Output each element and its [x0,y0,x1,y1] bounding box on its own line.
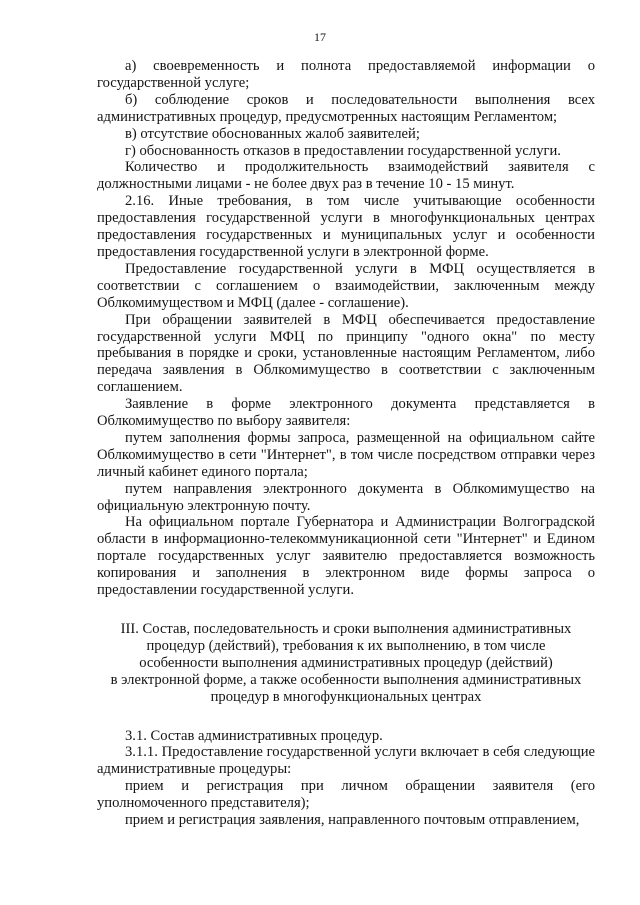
paragraph: прием и регистрация при личном обращении заявителя (его уполномоченного представителя); [97,778,595,812]
paragraph: Заявление в форме электронного документа представляется в Облкомимущество по выбору заявителя: [97,396,595,430]
section-heading-line: в электронной форме, а также особенности выполнения административных [110,671,582,688]
paragraph: При обращении заявителей в МФЦ обеспечивается предоставление государственной услуги МФЦ по принципу "одного окна" по месту пребывания в порядке и сроки, установленные настоящим Регламентом, либо передача заявления в Облкомимущество в соответствии с заключенным соглашением. [97,311,595,396]
paragraph: в) отсутствие обоснованных жалоб заявителей; [125,125,420,142]
paragraph: На официальном портале Губернатора и Администрации Волгоградской области в информационно-телекоммуникационной сети "Интернет" и Едином портале государственных услуг заявителю предоставляется возможность копирования и заполнения в электронном виде формы запроса о предоставлении государственной услуги. [97,514,595,599]
paragraph: г) обоснованность отказов в предоставлении государственной услуги. [125,142,561,159]
paragraphs-bottom [97,728,595,829]
paragraph: Количество и продолжительность взаимодействий заявителя с должностными лицами - не более двух раз в течение 10 - 15 минут. [97,159,595,193]
paragraph: 3.1. Состав административных процедур. [125,727,383,744]
document-body [97,58,595,829]
paragraph: 3.1.1. Предоставление государственной услуги включает в себя следующие административные процедуры: [97,744,595,778]
paragraphs-top [97,58,595,599]
page-number: 17 [314,30,326,44]
section-heading-line: процедур (действий), требования к их выполнению, в том числе [146,637,546,654]
paragraph: прием и регистрация заявления, направленного почтовым отправлением, [125,812,580,829]
section-heading-line: III. Состав, последовательность и сроки выполнения административных [120,621,572,637]
section-heading-line: процедур в многофункциональных центрах [210,688,482,705]
paragraph: Предоставление государственной услуги в МФЦ осуществляется в соответствии с соглашением о взаимодействии, заключенным между Облкомимуществом и МФЦ (далее - соглашение). [97,260,595,311]
paragraph: путем заполнения формы запроса, размещенной на официальном сайте Облкомимущество в сети "Интернет", в том числе посредством отправки через личный кабинет единого портала; [97,429,595,480]
paragraph: 2.16. Иные требования, в том числе учитывающие особенности предоставления государственной услуги в многофункциональных центрах предоставления государственных и муниципальных услуг и особенности предоставления государственной услуги в электронной форме. [97,193,595,260]
section-heading [97,621,595,706]
paragraph: б) соблюдение сроков и последовательности выполнения всех административных процедур, предусмотренных настоящим Регламентом; [97,91,595,125]
paragraph: путем направления электронного документа в Облкомимущество на официальную электронную почту. [97,480,595,514]
paragraph: а) своевременность и полнота предоставляемой информации о государственной услуге; [97,58,595,91]
section-heading-line: особенности выполнения административных процедур (действий) [139,654,553,671]
